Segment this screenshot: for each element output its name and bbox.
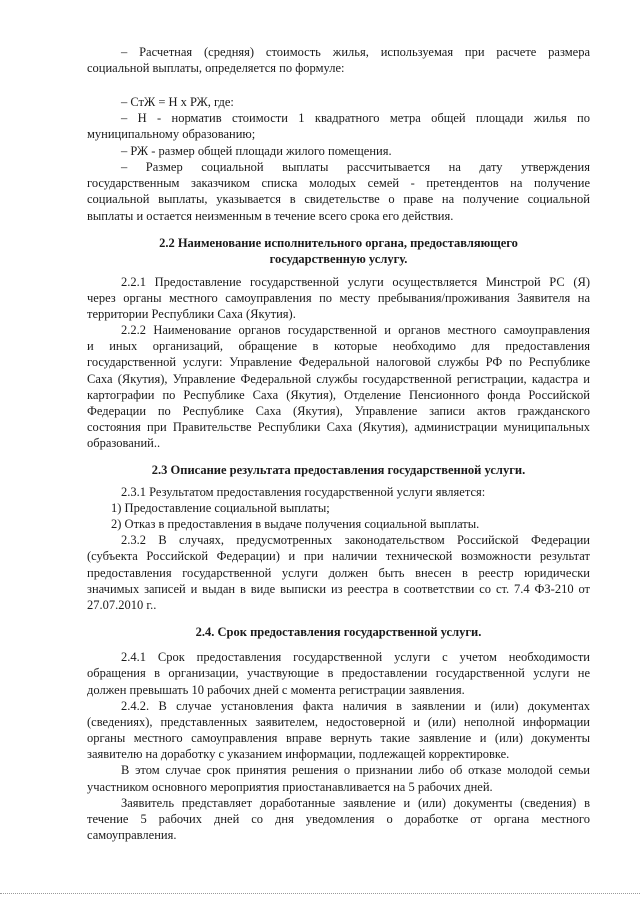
paragraph-line: Саха (Якутия), Управление Федеральной службы государственной регистрации, кадастра и: [87, 372, 590, 386]
paragraph-line: заявителю на доработку с указанием информации, подлежащей корректировке.: [87, 747, 510, 761]
paragraph-line: 2.4.2. В случае установления факта наличия в заявлении и (или) документах: [121, 699, 590, 713]
paragraph-line: – Размер социальной выплаты рассчитывается на дату утверждения: [121, 160, 590, 174]
paragraph-line: 2.3.1 Результатом предоставления государственной услуги является:: [121, 485, 486, 499]
paragraph-line: Федерации по Республике Саха (Якутия), Управление записи актов гражданского: [87, 404, 590, 418]
paragraph-line: – Расчетная (средняя) стоимость жилья, используемая при расчете размера: [121, 45, 590, 59]
paragraph-line: 1) Предоставление социальной выплаты;: [111, 501, 330, 515]
paragraph-line: 2.3.2 В случаях, предусмотренных законодательством Российской Федерации: [121, 533, 590, 547]
paragraph-line: участником основного мероприятия приостанавливается на 5 рабочих дней.: [87, 780, 493, 794]
paragraph-line: территории Республики Саха (Якутия).: [87, 307, 296, 321]
paragraph-line: социальной выплаты, указывается в свидетельстве о праве на получение социальной: [87, 192, 590, 206]
paragraph-line: 2.2.2 Наименование органов государственной и органов местного самоуправления: [121, 323, 590, 337]
paragraph-line: самоуправления.: [87, 828, 177, 842]
paragraph-line: В этом случае срок принятия решения о признании либо об отказе молодой семьи: [121, 763, 590, 777]
paragraph-line: обращения в организации, участвующие в предоставлении государственной услуги не: [87, 666, 590, 680]
section-heading-line: 2.4. Срок предоставления государственной услуги.: [195, 625, 482, 639]
paragraph-line: государственной услуги: Управление Федеральной налоговой службы РФ по Республике: [87, 355, 590, 369]
paragraph-line: через органы местного самоуправления по месту пребывания/проживания Заявителя на: [87, 291, 590, 305]
paragraph-line: органы местного самоуправления вправе вернуть такие заявление и (или) документы: [87, 731, 590, 745]
paragraph-line: состояния при Правительстве Республики Саха (Якутия), администрации муниципальных: [87, 420, 590, 434]
paragraph-line: – СтЖ = Н х РЖ, где:: [121, 95, 234, 109]
paragraph-line: 27.07.2010 г..: [87, 598, 157, 612]
paragraph-line: муниципальному образованию;: [87, 127, 256, 141]
paragraph-line: государственным заказчиком списка молодых семей - претендентов на получение: [87, 176, 590, 190]
paragraph-line: течение 5 рабочих дней со дня уведомления о доработке от органа местного: [87, 812, 590, 826]
paragraph-line: 2.2.1 Предоставление государственной услуги осуществляется Минстрой РС (Я): [121, 275, 590, 289]
section-heading-line: 2.2 Наименование исполнительного органа, предоставляющего: [159, 236, 518, 250]
paragraph-line: (субъекта Российской Федерации) и при наличии технической возможности результат: [87, 549, 590, 563]
paragraph-line: – Н - норматив стоимости 1 квадратного метра общей площади жилья по: [121, 111, 590, 125]
section-heading-line: 2.3 Описание результата предоставления государственной услуги.: [151, 463, 526, 477]
paragraph-line: образований..: [87, 436, 161, 450]
paragraph-line: Заявитель представляет доработанные заявление и (или) документы (сведения) в: [121, 796, 590, 810]
paragraph-line: выплаты и остается неизменным в течение всего срока его действия.: [87, 209, 454, 223]
paragraph-line: значимых записей и выдан в виде выписки из реестра в соответствии со ст. 7.4 ФЗ-210 от: [87, 582, 590, 596]
paragraph-line: и иных организаций, обращение в которые необходимо для предоставления: [87, 339, 590, 353]
page-bottom-edge: [0, 893, 640, 894]
paragraph-line: социальной выплаты, определяется по формуле:: [87, 61, 345, 75]
paragraph-line: картографии по Республике Саха (Якутия), Отделение Пенсионного фонда Российской: [87, 388, 590, 402]
paragraph-line: предоставления государственной услуги должен быть внесен в реестр юридически: [87, 566, 590, 580]
paragraph-line: 2.4.1 Срок предоставления государственной услуги с учетом необходимости: [121, 650, 590, 664]
paragraph-line: – РЖ - размер общей площади жилого помещения.: [121, 144, 392, 158]
paragraph-line: должен превышать 10 рабочих дней с момента регистрации заявления.: [87, 683, 465, 697]
paragraph-line: (сведениях), представленных заявителем, недостоверной и (или) неполной информации: [87, 715, 590, 729]
paragraph-line: 2) Отказ в предоставления в выдаче получения социальной выплаты.: [111, 517, 480, 531]
section-heading-line: государственную услугу.: [269, 252, 408, 266]
